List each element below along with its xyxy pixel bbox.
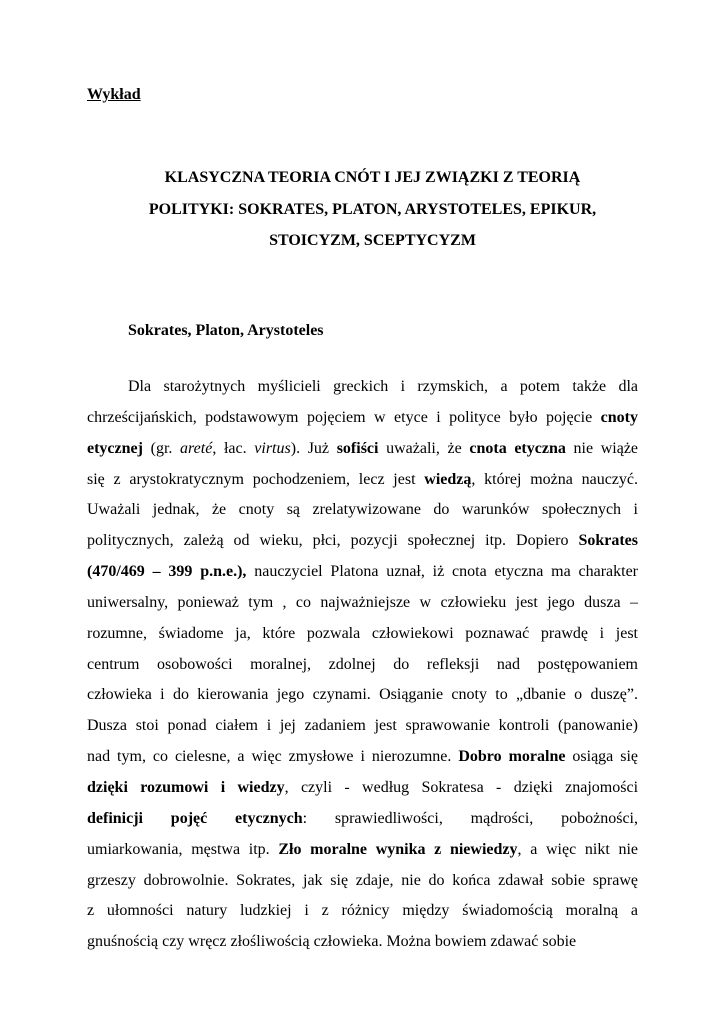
text-run: centrum osobowości moralnej, zdolnej do refleksji nad postępowaniem [87,655,638,673]
text-run: umiarkowania, męstwa itp. [87,840,279,858]
bold-term: dzięki rozumowi i wiedzy [87,778,285,796]
text-run: nie wiąże [565,439,639,457]
text-run: nad tym, co cielesne, a więc zmysłowe i nierozumne. [87,748,459,766]
paragraph-line [87,804,638,835]
bold-term: cnoty [600,408,638,426]
paragraph-line [87,711,638,742]
text-run: , której można nauczyć. [471,470,638,488]
paragraph-line [87,526,638,557]
text-run: z ułomności natury ludzkiej i z różnicy między świadomością moralną a [87,902,638,920]
bold-term: sofiści [336,439,379,457]
paragraph-line [87,896,638,927]
document-label: Wykład [87,86,141,103]
bold-term: definicji pojęć etycznych [87,809,303,827]
text-run: gnuśnością czy wręcz złośliwością człowieka. Można bowiem zdawać sobie [87,933,577,951]
bold-term: wiedzą [424,470,472,488]
text-run: (gr. [142,439,181,457]
section-heading: Sokrates, Platon, Arystoteles [128,322,324,339]
text-run: nauczyciel Platona uznał, iż cnota etyczna ma charakter [246,563,639,581]
document-title [87,162,638,257]
paragraph-line [87,465,638,496]
bold-term: (470/469 – 399 p.n.e.), [87,563,247,581]
title-line: KLASYCZNA TEORIA CNÓT I JEJ ZWIĄZKI Z TEORIĄ [164,169,581,186]
text-run: , łac. [212,439,255,457]
text-run: człowieka i do kierowania jego czynami. Osiąganie cnoty to „dbanie o duszę”. [87,686,638,704]
paragraph-line [87,588,638,619]
text-run: Dla starożytnych myślicieli greckich i rzymskich, a potem także dla [128,378,638,395]
paragraph-line [87,835,638,866]
text-run: się z arystokratycznym pochodzeniem, lecz jest [87,470,425,488]
paragraph-line [87,680,638,711]
text-run: grzeszy dobrowolnie. Sokrates, jak się zdaje, nie do końca zdawał sobie sprawę [87,871,638,889]
title-line: STOICYZM, SCEPTYCYZM [269,232,476,249]
paragraph-line [87,619,638,650]
paragraph-line [87,773,638,804]
paragraph-line [87,866,638,897]
text-run: uniwersalny, ponieważ tym , co najważniejsze w człowieku jest jego dusza – [87,593,638,611]
paragraph-line [87,403,638,434]
italic-term: virtus [254,439,291,457]
text-run: : sprawiedliwości, mądrości, pobożności, [302,809,638,827]
text-run: Dusza stoi ponad ciałem i jej zadaniem jest sprawowanie kontroli (panowanie) [87,717,638,735]
italic-term: areté [180,439,213,457]
text-run: ). Już [290,439,337,457]
title-line: POLITYKI: SOKRATES, PLATON, ARYSTOTELES, EPIKUR, [148,200,597,218]
text-run: Uważali jednak, że cnoty są zrelatywizowane do warunków społecznych i [87,501,638,519]
text-run: rozumne, świadome ja, które pozwala człowiekowi poznawać prawdę i jest [87,624,638,642]
text-run: uważali, że [378,439,470,457]
text-run: politycznych, zależą od wieku, płci, pozycji społecznej itp. Dopiero [87,532,579,550]
paragraph-line [87,650,638,681]
bold-term: cnota etyczna [469,439,566,457]
bold-term: etycznej [87,439,143,457]
paragraph-line [87,557,638,588]
paragraph-line [87,927,638,958]
paragraph-line [87,495,638,526]
paragraph-line [87,434,638,465]
paragraph-line [87,742,638,773]
bold-term: Dobro moralne [458,748,566,766]
body-paragraph [87,372,638,958]
text-run: , a więc nikt nie [517,840,638,858]
text-run: , czyli - według Sokratesa - dzięki znajomości [284,778,639,796]
bold-term: Sokrates [578,532,638,550]
text-run: osiąga się [565,748,638,766]
bold-term: Zło moralne wynika z niewiedzy [278,840,518,858]
paragraph-line [87,372,638,403]
text-run: chrześcijańskich, podstawowym pojęciem w etyce i polityce było pojęcie [87,408,601,426]
